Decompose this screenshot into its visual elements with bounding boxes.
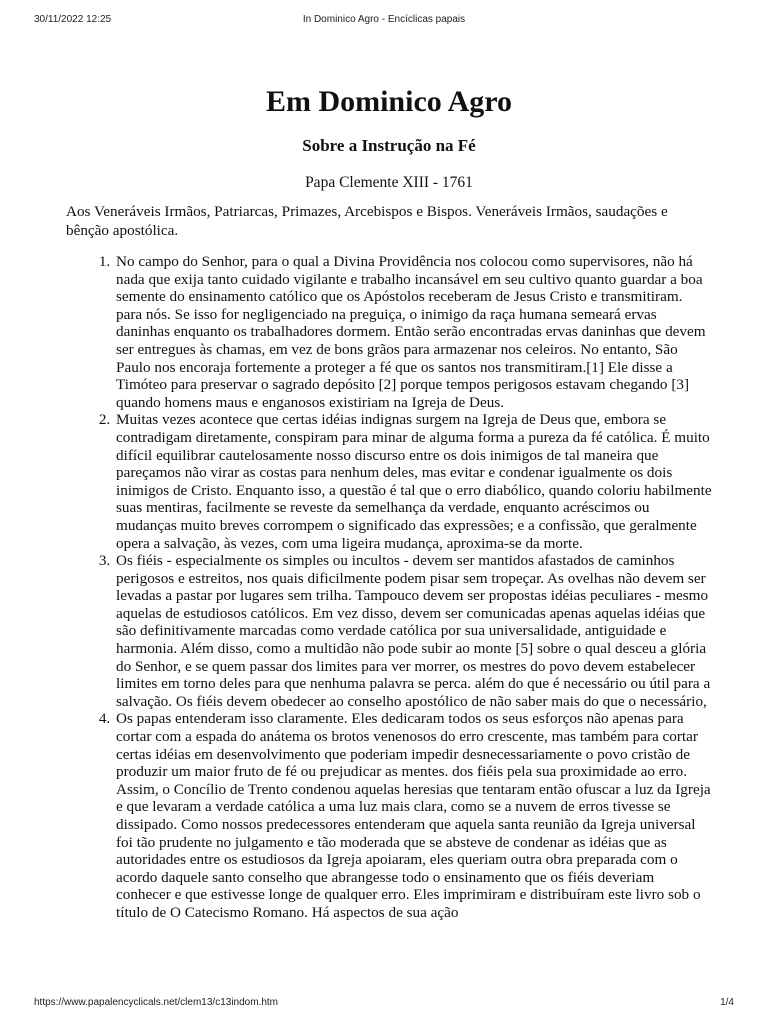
print-datetime: 30/11/2022 12:25	[34, 14, 112, 25]
print-header	[34, 14, 734, 30]
paragraph-item: 2. Muitas vezes acontece que certas idéias indignas surgem na Igreja de Deus que, embora se contradigam diretamente, conspiram para minar de alguma forma a pureza da fé católica. É muito difícil equilibrar cautelosamente nosso discurso entre os dois inimigos de tal maneira que pareçamos não virar as costas para nenhum deles, mas evitar e condenar igualmente os dois inimigos de Cristo. Enquanto isso, a questão é tal que o erro diabólico, quando coloriu habilmente suas mentiras, facilmente se reveste da semelhança da verdade, enquanto acréscimos ou mudanças muito breves corrompem o significado das expressões; e a confissão, que geralmente opera a salvação, às vezes, com uma ligeira mudança, aproxima-se da morte.	[114, 411, 712, 552]
paragraph-item: 1. No campo do Senhor, para o qual a Divina Providência nos colocou como supervisores, não há nada que exija tanto cuidado vigilante e trabalho incansável em seu cultivo quanto guardar a boa semente do ensinamento católico que os Apóstolos receberam de Jesus Cristo e transmitiram. para nós. Se isso for negligenciado na preguiça, o inimigo da raça humana semeará ervas daninhas enquanto os trabalhadores dormem. Então serão encontradas ervas daninhas que devem ser entregues às chamas, em vez de bons grãos para armazenar nos celeiros. No entanto, São Paulo nos encoraja fortemente a proteger a fé que os santos nos transmitiram.[1] Ele disse a Timóteo para preservar o sagrado depósito [2] porque tempos perigosos estavam chegando [3] quando homens maus e enganosos existiriam na Igreja de Deus.	[114, 253, 712, 411]
document-subtitle: Sobre a Instrução na Fé	[302, 136, 476, 155]
print-footer	[34, 997, 734, 1013]
document-author: Papa Clemente XIII - 1761	[305, 174, 473, 191]
document-body	[66, 82, 712, 922]
document-salutation: Aos Veneráveis Irmãos, Patriarcas, Primazes, Arcebispos e Bispos. Veneráveis Irmãos, saudações e bênção apostólica.	[66, 203, 668, 239]
paragraph-item: 3. Os fiéis - especialmente os simples ou incultos - devem ser mantidos afastados de caminhos perigosos e estreitos, nos quais dificilmente podem pisar sem tropeçar. As ovelhas não devem ser levadas a pastar por lugares sem trilha. Tampouco devem ser propostas idéias peculiares - mesmo aquelas de estudiosos católicos. Em vez disso, devem ser comunicadas apenas aquelas idéias que são definitivamente marcadas como verdade católica por sua universalidade, antiguidade e harmonia. Além disso, como a multidão não pode subir ao monte [5] sobre o qual desceu a glória do Senhor, e se quem passar dos limites para ver morrer, os mestres do povo devem estabelecer limites em torno deles para que nenhuma palavra se perca. além do que é necessário ou útil para a salvação. Os fiéis devem obedecer ao conselho apostólico de não saber mais do que o necessário,	[114, 552, 712, 710]
print-page-indicator: 1/4	[720, 997, 734, 1008]
paragraph-list	[66, 253, 712, 922]
document-title: Em Dominico Agro	[265, 85, 513, 118]
print-page-title: In Dominico Agro - Encíclicas papais	[302, 14, 466, 25]
paragraph-item: 4. Os papas entenderam isso claramente. Eles dedicaram todos os seus esforços não apenas para cortar com a espada do anátema os brotos venenosos do erro crescente, mas também para cortar certas idéias em desenvolvimento que poderiam impedir desnecessariamente o povo cristão de produzir um maior fruto de fé ou prejudicar as mentes. dos fiéis pela sua proximidade ao erro. Assim, o Concílio de Trento condenou aquelas heresias que tentaram então ofuscar a luz da Igreja e que levaram a verdade católica a uma luz mais clara, como se a nuvem de erros tivesse se dissipado. Como nossos predecessores entenderam que aquela santa reunião da Igreja universal foi tão prudente no julgamento e tão moderada que se absteve de condenar as idéias que as autoridades entre os estudiosos da Igreja apoiaram, eles queriam outra obra preparada com o acordo daquele santo conselho que abrangesse todo o ensinamento que os fiéis deveriam conhecer e que estivesse longe de qualquer erro. Eles imprimiram e distribuíram este livro sob o título de O Catecismo Romano. Há aspectos de sua ação	[114, 710, 712, 921]
print-url: https://www.papalencyclicals.net/clem13/c13indom.htm	[34, 997, 279, 1008]
